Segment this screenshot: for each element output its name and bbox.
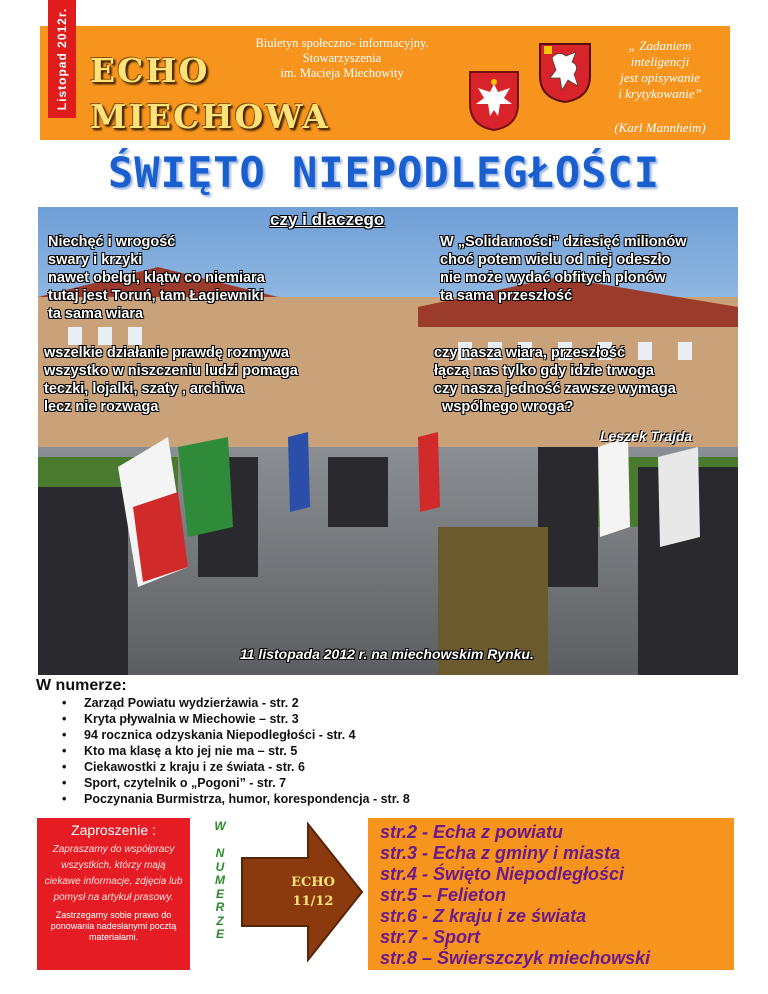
page-index (368, 818, 734, 970)
toc-item: • Sport, czytelnik o „Pogoni” - str. 7 (62, 775, 410, 791)
issue-label (268, 873, 358, 911)
poem-stanza: wszelkie działanie prawdę rozmywa wszystko w niszczeniu ludzi pomaga teczki, lojalki, szaty , archiwa lecz nie rozwaga (44, 345, 298, 415)
invitation-text: Zapraszamy do współpracy wszystkich, którzy mają ciekawe informacje, zdjęcia lub pomysł na artykuł prasowy. (44, 844, 183, 903)
vertical-letter: E (215, 886, 224, 901)
quote-line: jest opisywanie (620, 70, 700, 85)
toc-item: • Zarząd Powiatu wydzierżawia - str. 2 (62, 695, 410, 711)
vertical-letter: R (215, 900, 225, 914)
page-index-item: str.4 - Święto Niepodległości (380, 864, 625, 884)
issue-month-strip (48, 0, 76, 118)
invitation-title: Zaproszenie : (71, 822, 156, 838)
vertical-letter: U (215, 859, 225, 874)
page-index-item: str.6 - Z kraju i ze świata (380, 906, 587, 926)
toc-item: • Kryta pływalnia w Miechowie – str. 3 (62, 711, 410, 727)
quote-line: i krytykowanie” (618, 86, 702, 101)
headline: ŚWIĘTO NIEPODLEGŁOŚCI (107, 148, 660, 197)
vertical-letter: W (214, 819, 226, 833)
page-index-item: str.7 - Sport (380, 927, 481, 947)
toc-item: • Kto ma klasę a kto jej nie ma – str. 5 (62, 743, 410, 759)
poem-stanza: Niechęć i wrogość swary i krzyki nawet obelgi, klątw co niemiara tutaj jest Toruń, tam Łagiewniki ta sama wiara (48, 234, 265, 322)
toc-heading: W numerze: (36, 677, 127, 694)
newspaper-title-line1: ECHO (90, 51, 210, 90)
poem-stanza: W „Solidarności” dziesięć milionów choć potem wielu od niej odeszło nie może wydać obfitych plonów ta sama przeszłość (440, 234, 687, 304)
coat-of-arms-griffin-icon (538, 42, 592, 104)
quote-line: inteligencji (630, 54, 690, 69)
invitation-box (37, 818, 190, 970)
poem-title: czy i dlaczego (270, 210, 385, 229)
issue-month: Listopad 2012r. (55, 7, 69, 111)
toc-list (62, 695, 410, 807)
page-index-item: str.8 – Świerszczyk miechowski (380, 948, 651, 968)
quote-line: „ Zadaniem (628, 38, 692, 53)
toc-item: • Ciekawostki z kraju i ze świata - str. 6 (62, 759, 410, 775)
vertical-letter: M (215, 873, 225, 887)
vertical-letter: N (215, 846, 225, 860)
poem-author: Leszek Trajda (600, 428, 693, 444)
photo-caption: 11 listopada 2012 r. na miechowskim Rynku. (240, 646, 534, 662)
bulletin-line: im. Macieja Miechowity (280, 66, 404, 80)
page-index-item: str.5 – Felieton (380, 885, 507, 905)
page-index-item: str.3 - Echa z gminy i miasta (380, 843, 621, 863)
poem-stanza: czy nasza wiara, przeszłość łączą nas tylko gdy idzie trwoga czy nasza jedność zawsze wymaga wspólnego wroga? (434, 345, 676, 415)
quote-author: (Karl Mannheim) (614, 120, 706, 135)
vertical-letter: Z (216, 913, 224, 928)
newspaper-title-line2: MIECHOWA (90, 97, 330, 136)
vertical-label (212, 820, 228, 942)
toc-item: • 94 rocznica odzyskania Niepodległości - str. 4 (62, 727, 410, 743)
invitation-note: Zastrzegamy sobie prawo do ponowania nadesłanymi pocztą materiałami. (50, 910, 177, 942)
toc-item: • Poczynania Burmistrza, humor, korespondencja - str. 8 (62, 791, 410, 807)
page-index-item: str.2 - Echa z powiatu (380, 822, 564, 842)
vertical-gap (212, 834, 228, 848)
bulletin-line: Biuletyn społeczno- informacyjny. (255, 36, 429, 50)
vertical-letter: E (215, 927, 224, 941)
motto-quote (600, 38, 720, 102)
bulletin-line: Stowarzyszenia (302, 51, 382, 65)
bulletin-description (232, 36, 452, 81)
issue-number: 11/12 (292, 894, 334, 909)
coat-of-arms-eagle-icon (468, 70, 520, 132)
issue-label-title: ECHO (291, 875, 335, 890)
